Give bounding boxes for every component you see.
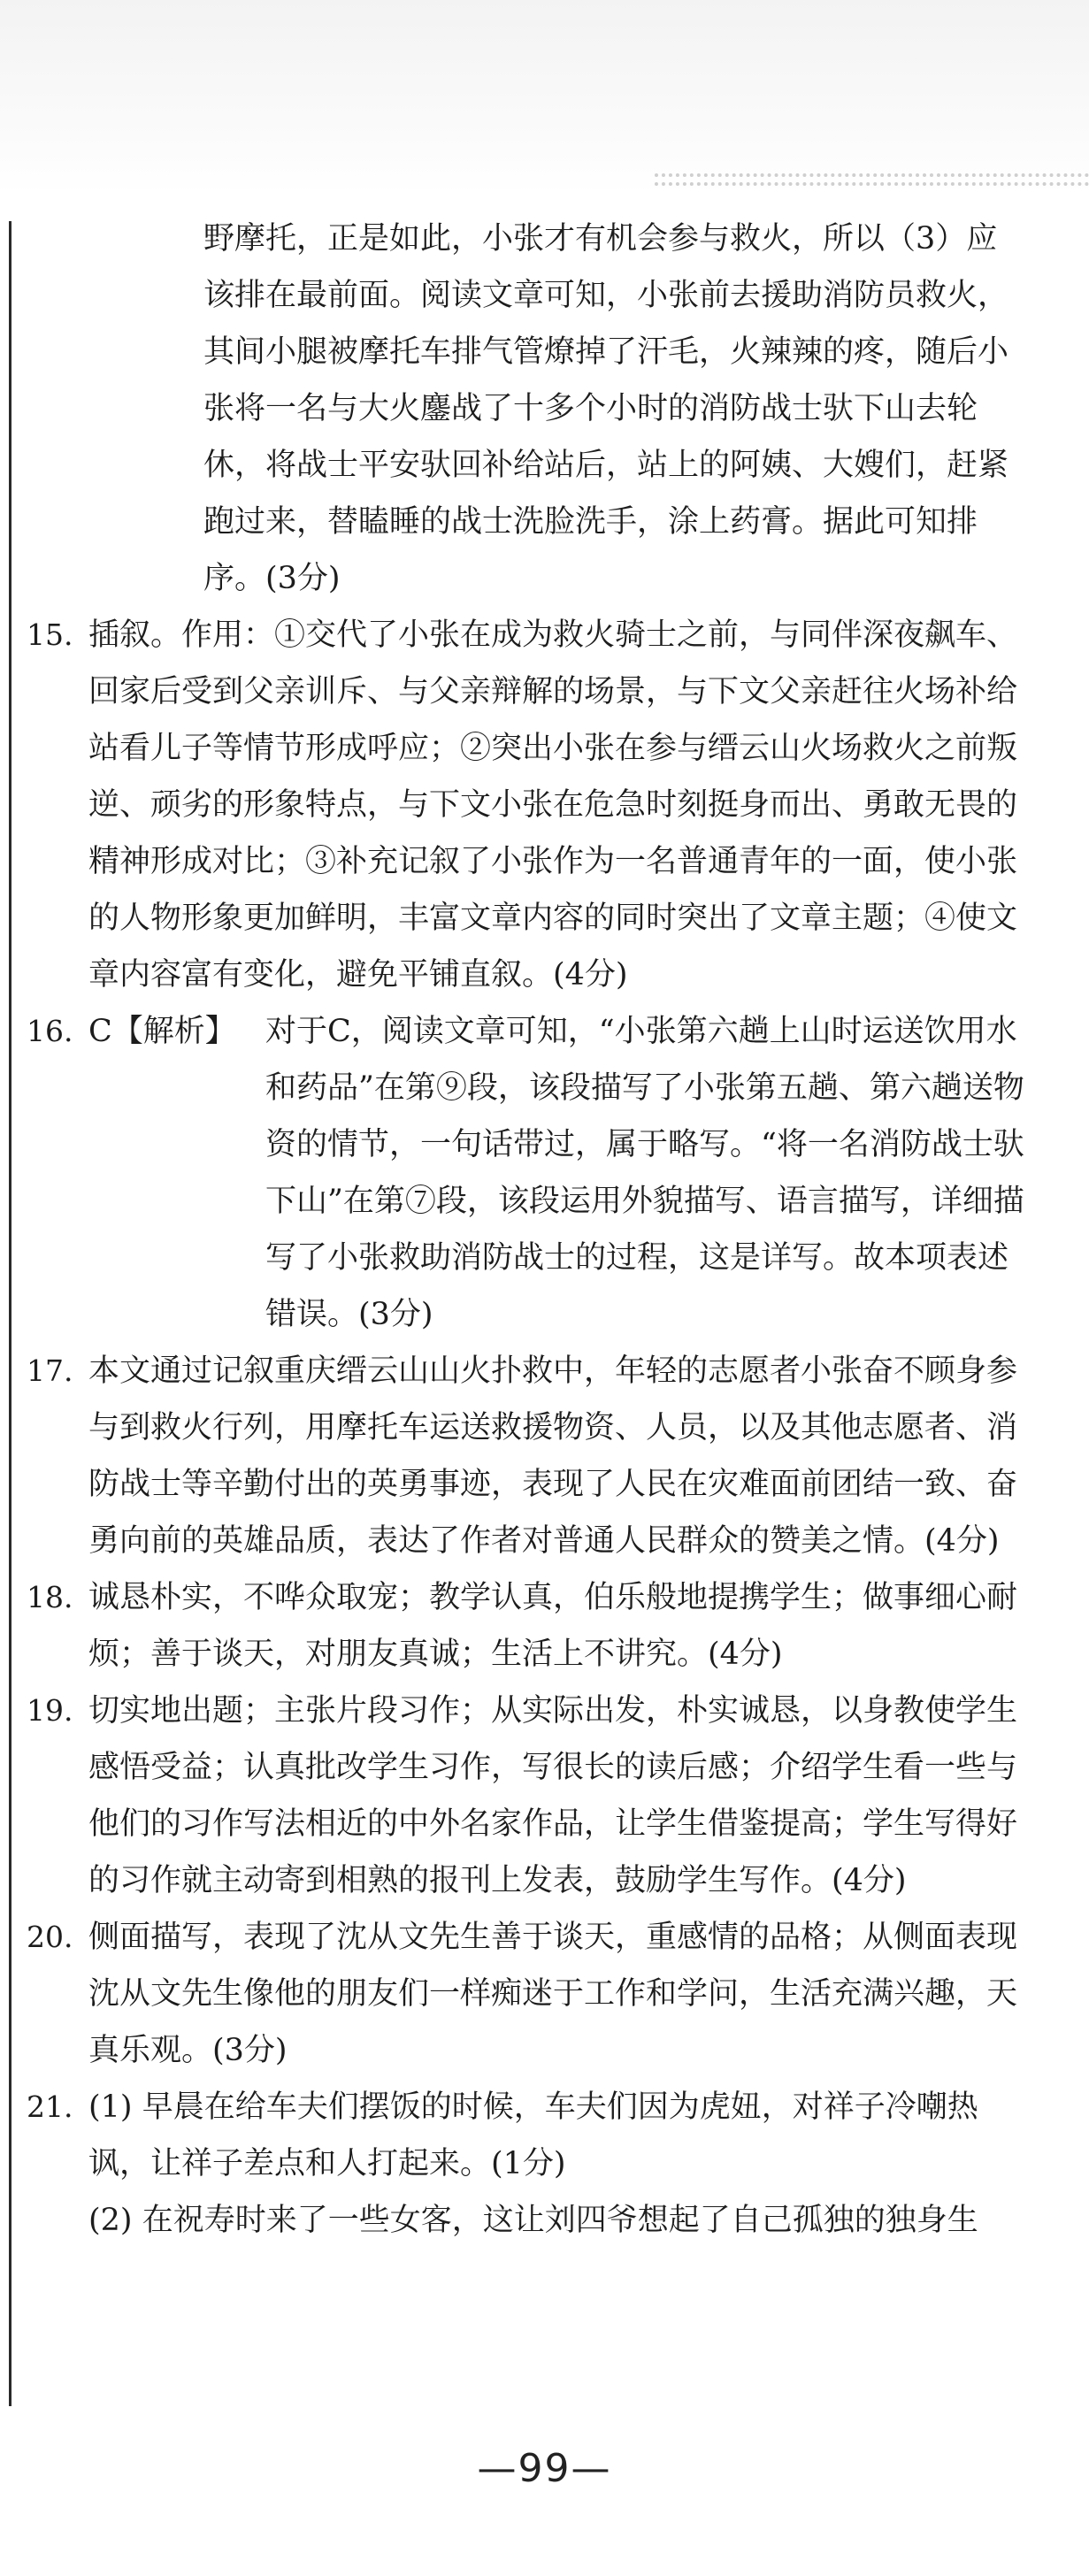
item-text: 插叙。作用：①交代了小张在成为救火骑士之前，与同伴深夜飙车、回家后受到父亲训斥、与父亲辩解的场景，与下文父亲赶往火场补给站看儿子等情节形成呼应；②突出小张在参与缙云山火场救火之前叛逆、顽劣的形象特点，与下文小张在危急时刻挺身而出、勇敢无畏的精神形成对比；③补充记叙了小张作为一名普通青年的一面，使小张的人物形象更加鲜明，丰富文章内容的同时突出了文章主题；④使文章内容富有变化，避免平铺直叙。(4分) bbox=[88, 617, 1018, 993]
item-number: 19. bbox=[27, 1693, 73, 1728]
item-number: 17. bbox=[27, 1353, 73, 1388]
answer-item-15 bbox=[27, 607, 1026, 1003]
item-number: 18. bbox=[27, 1580, 73, 1614]
left-margin-rule bbox=[9, 221, 12, 2406]
item-text: 诚恳朴实，不哗众取宠；教学认真，伯乐般地提携学生；做事细心耐烦；善于谈天，对朋友真诚；生活上不讲究。(4分) bbox=[88, 1580, 1018, 1672]
answer-item-18 bbox=[27, 1569, 1026, 1683]
item-text: 对于C，阅读文章可知，“小张第六趟上山时运送饮用水和药品”在第⑨段，该段描写了小张第五趟、第六趟送物资的情节，一句话带过，属于略写。“将一名消防战士驮下山”在第⑦段，该段运用外貌描写、语言描写，详细描写了小张救助消防战士的过程，这是详写。故本项表述错误。(3分) bbox=[265, 1014, 1024, 1332]
item-text: 本文通过记叙重庆缙云山山火扑救中，年轻的志愿者小张奋不顾身参与到救火行列，用摩托车运送救援物资、人员，以及其他志愿者、消防战士等辛勤付出的英勇事迹，表现了人民在灾难面前团结一致、奋勇向前的英雄品质，表达了作者对普通人民群众的赞美之情。(4分) bbox=[88, 1353, 1018, 1559]
answer-item-16 bbox=[27, 1003, 1026, 1343]
item-number: 20. bbox=[27, 1920, 73, 1954]
analysis-tag: C【解析】 bbox=[88, 1014, 236, 1049]
item-text: (1) 早晨在给车夫们摆饭的时候，车夫们因为虎妞，对祥子冷嘲热讽，让祥子差点和人打起来。(1分) bbox=[88, 2089, 978, 2181]
answer-item-17 bbox=[27, 1343, 1026, 1569]
item-21-part-2: (2) 在祝寿时来了一些女客，这让刘四爷想起了自己孤独的独身生 bbox=[88, 2203, 978, 2238]
item-text: 侧面描写，表现了沈从文先生善于谈天，重感情的品格；从侧面表现沈从文先生像他的朋友们一样痴迷于工作和学问，生活充满兴趣，天真乐观。(3分) bbox=[88, 1920, 1018, 2068]
item-number: 16. bbox=[27, 1014, 73, 1048]
header-decoration bbox=[655, 173, 1089, 186]
answer-item-20 bbox=[27, 1909, 1026, 2079]
item-text: 切实地出题；主张片段习作；从实际出发，朴实诚恳，以身教使学生感悟受益；认真批改学生习作，写很长的读后感；介绍学生看一些与他们的习作写法相近的中外名家作品，让学生借鉴提高；学生写得好的习作就主动寄到相熟的报刊上发表，鼓励学生写作。(4分) bbox=[88, 1693, 1018, 1898]
answer-item-19 bbox=[27, 1683, 1026, 1909]
answer-content bbox=[27, 211, 1026, 2249]
continuation-paragraph: 野摩托，正是如此，小张才有机会参与救火，所以（3）应该排在最前面。阅读文章可知，小张前去援助消防员救火，其间小腿被摩托车排气管燎掉了汗毛，火辣辣的疼，随后小张将一名与大火鏖战了十多个小时的消防战士驮下山去轮休，将战士平安驮回补给站后，站上的阿姨、大嫂们，赶紧跑过来，替瞌睡的战士洗脸洗手，涂上药膏。据此可知排序。(3分) bbox=[203, 221, 1009, 596]
page-number: —99— bbox=[477, 2446, 612, 2491]
item-analysis bbox=[88, 1003, 1026, 1343]
item-number: 21. bbox=[27, 2089, 73, 2124]
answer-item-21 bbox=[27, 2079, 1026, 2192]
page-top-shadow bbox=[0, 0, 1089, 195]
item-number: 15. bbox=[27, 617, 73, 652]
